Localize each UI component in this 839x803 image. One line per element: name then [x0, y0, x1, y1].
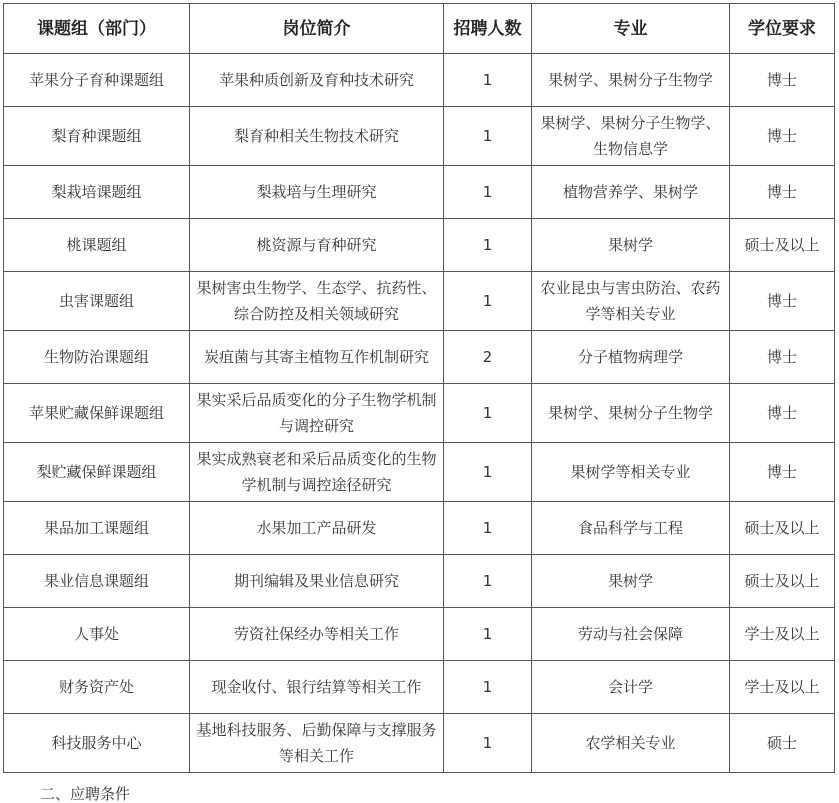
cell-desc: 梨育种相关生物技术研究: [190, 107, 444, 166]
cell-dept: 财务资产处: [4, 661, 190, 714]
cell-degree: 博士: [730, 331, 835, 384]
table-row: [4, 331, 835, 384]
cell-desc: 苹果种质创新及育种技术研究: [190, 54, 444, 107]
cell-count: 1: [444, 714, 532, 773]
cell-desc: 炭疽菌与其寄主植物互作机制研究: [190, 331, 444, 384]
cell-degree: 学士及以上: [730, 661, 835, 714]
table-row: [4, 107, 835, 166]
table-header-row: [4, 4, 835, 54]
cell-count: 1: [444, 608, 532, 661]
cell-major: 果树学: [532, 219, 730, 272]
table-row: [4, 714, 835, 773]
cell-desc: 果实采后品质变化的分子生物学机制与调控研究: [190, 384, 444, 443]
cell-degree: 博士: [730, 443, 835, 502]
cell-count: 1: [444, 661, 532, 714]
cell-degree: 硕士及以上: [730, 502, 835, 555]
cell-count: 1: [444, 166, 532, 219]
cell-count: 1: [444, 54, 532, 107]
cell-count: 1: [444, 107, 532, 166]
cell-count: 1: [444, 384, 532, 443]
recruitment-table: [3, 3, 835, 773]
cell-major: 农业昆虫与害虫防治、农药学等相关专业: [532, 272, 730, 331]
cell-degree: 博士: [730, 166, 835, 219]
table-row: [4, 608, 835, 661]
table-row: [4, 166, 835, 219]
table-row: [4, 219, 835, 272]
cell-dept: 苹果贮藏保鲜课题组: [4, 384, 190, 443]
cell-desc: 基地科技服务、后勤保障与支撑服务等相关工作: [190, 714, 444, 773]
cell-desc: 劳资社保经办等相关工作: [190, 608, 444, 661]
section-heading-fragment: 二、应聘条件: [40, 785, 131, 803]
cell-dept: 虫害课题组: [4, 272, 190, 331]
cell-degree: 硕士及以上: [730, 555, 835, 608]
table-row: [4, 443, 835, 502]
cell-major: 会计学: [532, 661, 730, 714]
cell-major: 果树学、果树分子生物学、生物信息学: [532, 107, 730, 166]
cell-degree: 硕士及以上: [730, 219, 835, 272]
cell-degree: 博士: [730, 107, 835, 166]
cell-count: 1: [444, 219, 532, 272]
header-desc: 岗位简介: [190, 4, 444, 54]
cell-major: 果树学: [532, 555, 730, 608]
cell-desc: 桃资源与育种研究: [190, 219, 444, 272]
cell-dept: 梨贮藏保鲜课题组: [4, 443, 190, 502]
cell-dept: 梨栽培课题组: [4, 166, 190, 219]
cell-degree: 博士: [730, 272, 835, 331]
cell-count: 1: [444, 272, 532, 331]
table-row: [4, 661, 835, 714]
cell-major: 果树学、果树分子生物学: [532, 54, 730, 107]
recruitment-table-container: [3, 3, 835, 773]
cell-degree: 博士: [730, 54, 835, 107]
cell-count: 1: [444, 443, 532, 502]
cell-dept: 果业信息课题组: [4, 555, 190, 608]
cell-degree: 硕士: [730, 714, 835, 773]
cell-major: 劳动与社会保障: [532, 608, 730, 661]
cell-desc: 梨栽培与生理研究: [190, 166, 444, 219]
cell-desc: 水果加工产品研发: [190, 502, 444, 555]
cell-major: 农学相关专业: [532, 714, 730, 773]
cell-dept: 桃课题组: [4, 219, 190, 272]
cell-desc: 期刊编辑及果业信息研究: [190, 555, 444, 608]
table-row: [4, 384, 835, 443]
cell-dept: 人事处: [4, 608, 190, 661]
cell-degree: 博士: [730, 384, 835, 443]
cell-dept: 梨育种课题组: [4, 107, 190, 166]
cell-desc: 果实成熟衰老和采后品质变化的生物学机制与调控途径研究: [190, 443, 444, 502]
cell-desc: 果树害虫生物学、生态学、抗药性、综合防控及相关领域研究: [190, 272, 444, 331]
header-major: 专业: [532, 4, 730, 54]
cell-major: 食品科学与工程: [532, 502, 730, 555]
cell-count: 1: [444, 502, 532, 555]
table-row: [4, 272, 835, 331]
table-row: [4, 555, 835, 608]
cell-major: 分子植物病理学: [532, 331, 730, 384]
cell-dept: 果品加工课题组: [4, 502, 190, 555]
header-degree: 学位要求: [730, 4, 835, 54]
cell-count: 1: [444, 555, 532, 608]
cell-count: 2: [444, 331, 532, 384]
cell-degree: 学士及以上: [730, 608, 835, 661]
cell-major: 植物营养学、果树学: [532, 166, 730, 219]
header-count: 招聘人数: [444, 4, 532, 54]
cell-dept: 苹果分子育种课题组: [4, 54, 190, 107]
cell-desc: 现金收付、银行结算等相关工作: [190, 661, 444, 714]
cell-major: 果树学等相关专业: [532, 443, 730, 502]
table-row: [4, 502, 835, 555]
header-dept: 课题组（部门）: [4, 4, 190, 54]
cell-major: 果树学、果树分子生物学: [532, 384, 730, 443]
cell-dept: 科技服务中心: [4, 714, 190, 773]
table-row: [4, 54, 835, 107]
cell-dept: 生物防治课题组: [4, 331, 190, 384]
